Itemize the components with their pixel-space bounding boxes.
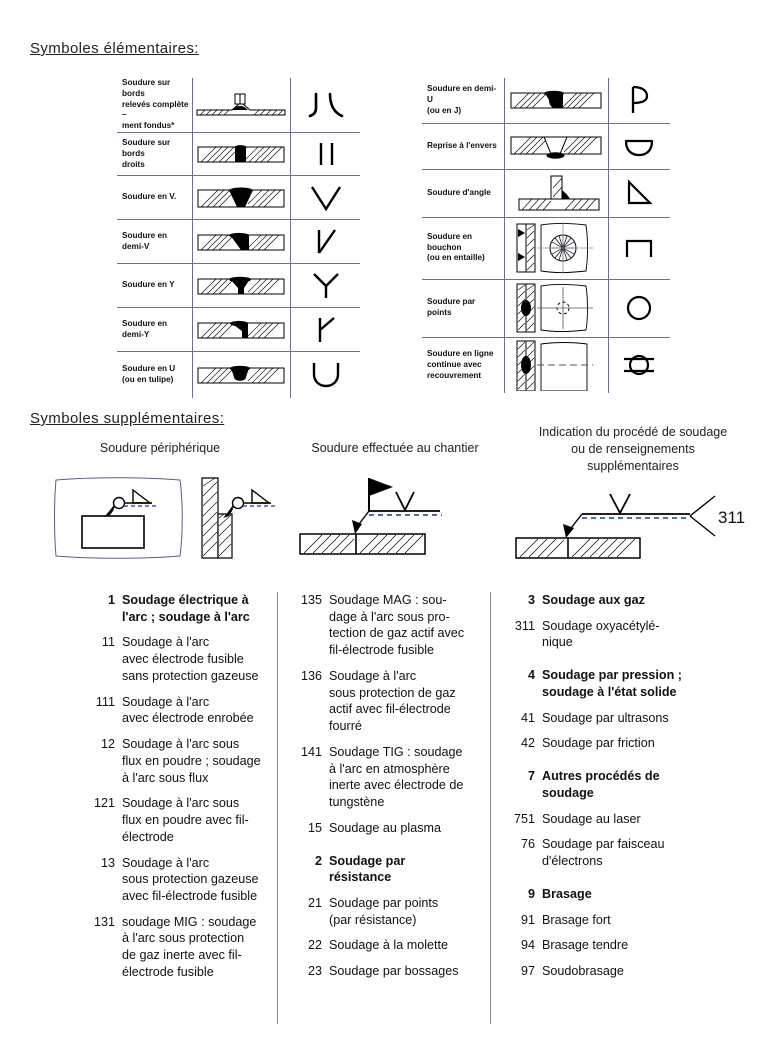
square-butt-section-icon	[194, 142, 288, 166]
process-number: 23	[307, 964, 322, 979]
process-label-line: Soudage à la molette	[329, 938, 449, 953]
row-label	[422, 169, 504, 217]
row-label	[422, 123, 504, 169]
process-entry	[85, 592, 270, 625]
table-row	[422, 337, 670, 393]
process-entry	[505, 836, 705, 869]
seam-weld-symbol-icon	[619, 350, 659, 380]
half-v-butt-section-icon	[194, 230, 288, 254]
process-number: 141	[300, 744, 322, 759]
process-label	[122, 694, 254, 727]
process-label-line: Soudage à l'arc	[329, 668, 417, 683]
process-label-line: Brasage tendre	[542, 938, 629, 953]
process-number: 97	[520, 964, 535, 979]
caption-line: Soudure périphérique	[99, 441, 221, 455]
process-label-line: à l'arc sous protection	[122, 931, 245, 946]
figure-peripheral-weld	[52, 472, 282, 567]
weld-symbol	[608, 123, 670, 169]
heading-elementary-symbols: Symboles élémentaires:	[30, 40, 199, 57]
process-label	[542, 667, 682, 700]
process-label-line: avec électrode fusible	[122, 652, 244, 667]
weld-section-drawing	[504, 337, 608, 393]
process-label-line: Soudage TIG : soudage	[329, 744, 463, 759]
elementary-symbols-table-left	[117, 78, 360, 398]
table-row	[117, 176, 360, 220]
process-label-line: Autres procédés de	[542, 769, 660, 784]
label-line: Soudure d'angle	[427, 187, 491, 197]
plug-weld-symbol-icon	[621, 235, 657, 261]
table-row	[422, 123, 670, 169]
label-line: Reprise à l'envers	[427, 140, 497, 150]
process-label-line: Soudage aux gaz	[542, 593, 645, 607]
process-label	[122, 634, 259, 684]
plug-weld-section-icon	[507, 220, 605, 276]
process-label	[542, 710, 669, 727]
process-entry	[85, 914, 270, 981]
weld-section-drawing	[504, 78, 608, 123]
raised-edge-symbol-icon	[304, 90, 348, 120]
label-line: Soudure sur bords	[122, 137, 171, 158]
table-row	[422, 279, 670, 337]
process-label	[542, 836, 665, 869]
process-entry	[505, 592, 705, 609]
process-label-line: Soudage par ultrasons	[542, 710, 669, 725]
process-label-line: de gaz inerte avec fil-	[122, 948, 242, 963]
process-label-line: Soudage à l'arc	[122, 855, 210, 870]
spot-weld-section-icon	[507, 281, 605, 335]
half-v-butt-symbol-icon	[308, 227, 344, 257]
process-label-line: fil-électrode fusible	[329, 643, 434, 658]
weld-symbol	[608, 78, 670, 123]
process-entry	[85, 855, 270, 905]
weld-section-drawing	[192, 220, 290, 264]
label-line: Soudure sur bords	[122, 78, 171, 98]
process-label	[122, 736, 261, 786]
process-label-line: fourré	[329, 719, 362, 734]
seam-weld-section-icon	[507, 339, 605, 391]
row-label	[422, 279, 504, 337]
weld-section-drawing	[192, 308, 290, 352]
process-number: 94	[520, 938, 535, 953]
process-label	[542, 811, 641, 828]
row-label	[117, 308, 192, 352]
process-entry	[505, 735, 705, 752]
label-line: droits	[122, 159, 145, 169]
caption-line: supplémentaires	[587, 458, 679, 473]
process-label-line: Soudage à l'arc	[122, 694, 210, 709]
process-label-line: avec électrode enrobée	[122, 711, 254, 726]
weld-symbol	[291, 352, 360, 398]
process-label	[122, 795, 249, 845]
process-label	[542, 937, 628, 954]
half-y-butt-section-icon	[194, 318, 288, 342]
label-line: recouvrement	[427, 370, 482, 380]
row-label	[422, 217, 504, 279]
process-label	[542, 735, 655, 752]
process-label-line: Soudage à l'arc	[122, 635, 210, 650]
process-entry	[292, 592, 484, 659]
u-butt-symbol-icon	[307, 360, 345, 390]
process-label-line: Soudage par bossages	[329, 964, 459, 979]
caption-line: ou de renseignements	[571, 441, 695, 456]
label-line: Soudure en demi-U	[427, 84, 497, 104]
half-y-butt-symbol-icon	[309, 315, 343, 345]
process-entry	[292, 744, 484, 811]
process-label-line: Soudage à l'arc sous	[122, 796, 240, 811]
figure-process-indication	[510, 482, 760, 567]
process-label	[329, 895, 438, 928]
process-number: 3	[527, 593, 535, 607]
label-line: ment fondus*	[122, 121, 175, 131]
process-entry	[292, 668, 484, 735]
fillet-symbol-icon	[623, 179, 655, 207]
caption-line: Soudure effectuée au chantier	[311, 441, 479, 455]
figure-site-weld	[292, 470, 492, 565]
weld-symbol	[291, 308, 360, 352]
process-label	[329, 744, 463, 811]
column-divider	[277, 592, 278, 1024]
process-number: 9	[527, 886, 535, 901]
process-label	[329, 963, 459, 980]
process-label	[542, 912, 611, 929]
raised-edge-section-icon	[194, 88, 288, 122]
process-label-line: soudage	[542, 785, 594, 800]
process-label	[122, 914, 256, 981]
process-entry	[505, 768, 705, 801]
heading-supplementary-symbols: Symboles supplémentaires:	[30, 410, 225, 427]
weld-symbol	[608, 217, 670, 279]
process-label-line: (par résistance)	[329, 912, 417, 927]
table-row	[117, 133, 360, 176]
process-entry	[85, 694, 270, 727]
label-line: Soudure en U	[122, 364, 176, 374]
weld-symbol	[291, 220, 360, 264]
weld-section-drawing	[192, 264, 290, 308]
table-row	[117, 308, 360, 352]
process-label-line: électrode fusible	[122, 964, 214, 979]
process-label-line: soudage MIG : soudage	[122, 914, 257, 929]
process-number: 41	[520, 710, 535, 725]
table-row	[117, 352, 360, 398]
square-butt-symbol-icon	[309, 140, 343, 168]
weld-section-drawing	[504, 169, 608, 217]
label-line: Soudure en demi-Y	[122, 318, 168, 339]
process-label-line: Soudage par points	[329, 896, 439, 911]
caption-process-indication	[505, 424, 761, 475]
process-label	[542, 768, 660, 801]
process-entry	[292, 937, 484, 954]
process-number: 7	[527, 769, 535, 784]
process-entry	[85, 634, 270, 684]
elementary-symbols-table-right	[422, 78, 670, 393]
process-number: 2	[314, 853, 322, 868]
j-butt-section-icon	[507, 88, 605, 112]
table-row	[117, 78, 360, 133]
process-entry	[505, 963, 705, 980]
caption-line: Indication du procédé de soudage	[538, 425, 728, 439]
process-number: 131	[93, 914, 115, 929]
row-label	[117, 264, 192, 308]
process-entry	[505, 937, 705, 954]
y-butt-section-icon	[194, 274, 288, 298]
u-butt-section-icon	[194, 363, 288, 387]
j-butt-symbol-icon	[624, 84, 654, 116]
weld-symbol	[291, 133, 360, 176]
process-label-line: Soudage par friction	[542, 736, 655, 751]
process-label-line: Soudobrasage	[542, 964, 624, 979]
process-label-line: nique	[542, 635, 573, 650]
row-label	[117, 133, 192, 176]
column-divider	[490, 592, 491, 1024]
weld-section-drawing	[504, 123, 608, 169]
process-label-line: résistance	[329, 870, 392, 885]
table-row	[117, 264, 360, 308]
label-line: Soudure en demi-V	[122, 230, 168, 251]
process-label	[542, 592, 645, 609]
label-line: relevés complète –	[122, 99, 189, 120]
process-entry	[292, 963, 484, 980]
process-label	[542, 886, 592, 903]
v-butt-section-icon	[194, 185, 288, 211]
process-entry	[85, 736, 270, 786]
process-label-line: d'électrons	[542, 854, 603, 869]
process-label-line: Brasage	[542, 886, 592, 901]
table-row	[422, 169, 670, 217]
process-label-line: dage à l'arc sous pro-	[329, 609, 450, 624]
weld-symbol	[291, 176, 360, 220]
process-label-line: Soudage par	[329, 853, 406, 868]
spot-weld-symbol-icon	[623, 293, 655, 323]
process-entry	[505, 618, 705, 651]
table-row	[422, 78, 670, 123]
process-label-line: flux en poudre avec fil-	[122, 813, 249, 828]
y-butt-symbol-icon	[308, 271, 344, 301]
process-label-line: sous protection gazeuse	[122, 872, 259, 887]
row-label	[117, 352, 192, 398]
process-label-line: Brasage fort	[542, 912, 611, 927]
process-label-line: Soudage au plasma	[329, 820, 442, 835]
process-entry	[505, 667, 705, 700]
table-row	[117, 220, 360, 264]
process-label-line: sans protection gazeuse	[122, 668, 259, 683]
process-number: 4	[527, 668, 535, 683]
process-label	[329, 820, 441, 837]
label-line: Soudure en ligne	[427, 349, 494, 358]
process-label-line: tungstène	[329, 795, 385, 810]
label-line: (ou en J)	[427, 105, 462, 115]
row-label	[422, 337, 504, 393]
process-number: 15	[307, 820, 322, 835]
weld-section-drawing	[192, 133, 290, 176]
row-label	[117, 78, 192, 133]
process-label-line: tection de gaz actif avec	[329, 626, 465, 641]
process-label-line: soudage à l'état solide	[542, 684, 677, 699]
process-label-line: à l'arc sous flux	[122, 770, 209, 785]
backing-run-symbol-icon	[621, 134, 657, 158]
label-line: Soudure en V.	[122, 192, 177, 202]
process-label	[329, 937, 448, 954]
process-label	[542, 963, 624, 980]
weld-section-drawing	[192, 352, 290, 398]
process-number: 13	[100, 855, 115, 870]
weld-section-drawing	[192, 176, 290, 220]
process-label-line: inerte avec électrode de	[329, 778, 464, 793]
label-line: Soudure en bouchon	[427, 231, 473, 252]
weld-section-drawing	[192, 78, 290, 133]
label-line: Soudure par points	[427, 297, 476, 317]
process-number-label: 311	[718, 508, 746, 527]
process-label-line: électrode	[122, 829, 174, 844]
process-label-line: Soudage oxyacétylé-	[542, 618, 660, 633]
weld-section-drawing	[504, 217, 608, 279]
process-label-line: à l'arc en atmosphère	[329, 761, 450, 776]
process-entry	[85, 795, 270, 845]
process-number: 136	[300, 668, 322, 683]
process-label	[329, 592, 464, 659]
process-list-column-2	[292, 592, 484, 989]
process-label-line: sous protection de gaz	[329, 685, 456, 700]
weld-symbol	[608, 337, 670, 393]
process-list-column-3	[505, 592, 705, 989]
process-label-line: avec fil-électrode fusible	[122, 889, 258, 904]
process-number: 1	[107, 593, 115, 607]
process-label-line: l'arc ; soudage à l'arc	[122, 609, 250, 624]
process-number: 21	[307, 896, 322, 911]
process-number: 76	[520, 837, 535, 852]
process-entry	[292, 895, 484, 928]
process-entry	[505, 886, 705, 903]
process-entry	[505, 912, 705, 929]
backing-run-section-icon	[507, 133, 605, 159]
process-number: 111	[95, 694, 115, 709]
table-row	[422, 217, 670, 279]
process-number: 12	[100, 737, 115, 752]
weld-section-drawing	[504, 279, 608, 337]
process-number: 42	[520, 736, 535, 751]
row-label	[117, 176, 192, 220]
process-number: 121	[93, 796, 115, 811]
process-entry	[292, 853, 484, 886]
fillet-section-icon	[507, 172, 605, 214]
process-number: 11	[101, 635, 115, 650]
process-label	[329, 668, 456, 735]
caption-site-weld	[270, 440, 520, 457]
process-label-line: Soudage par pression ;	[542, 668, 682, 683]
row-label	[117, 220, 192, 264]
process-number: 91	[520, 912, 535, 927]
process-label	[542, 618, 660, 651]
weld-symbol	[608, 169, 670, 217]
process-label	[122, 855, 259, 905]
process-number: 135	[300, 593, 322, 607]
process-entry	[505, 811, 705, 828]
process-number: 311	[514, 618, 535, 633]
process-label-line: Soudage électrique à	[122, 593, 249, 607]
v-butt-symbol-icon	[306, 183, 346, 213]
label-line: (ou en tulipe)	[122, 374, 174, 384]
weld-symbol	[291, 264, 360, 308]
process-entry	[505, 710, 705, 727]
label-line: continue avec	[427, 359, 482, 369]
row-label	[422, 78, 504, 123]
process-label-line: flux en poudre ; soudage	[122, 753, 261, 768]
weld-symbol	[291, 78, 360, 133]
process-number: 22	[307, 938, 322, 953]
process-entry	[292, 820, 484, 837]
process-label	[329, 853, 405, 886]
process-label-line: Soudage au laser	[542, 811, 641, 826]
process-list-column-1	[85, 592, 270, 990]
label-line: (ou en entaille)	[427, 253, 485, 263]
process-label-line: actif avec fil-électrode	[329, 702, 451, 717]
process-label	[122, 592, 250, 625]
process-label-line: Soudage MAG : sou-	[329, 593, 447, 607]
caption-peripheral-weld	[45, 440, 275, 457]
label-line: Soudure en Y	[122, 280, 175, 290]
process-label-line: Soudage par faisceau	[542, 837, 665, 852]
process-number: 751	[513, 811, 535, 826]
weld-symbol	[608, 279, 670, 337]
process-label-line: Soudage à l'arc sous	[122, 737, 240, 752]
